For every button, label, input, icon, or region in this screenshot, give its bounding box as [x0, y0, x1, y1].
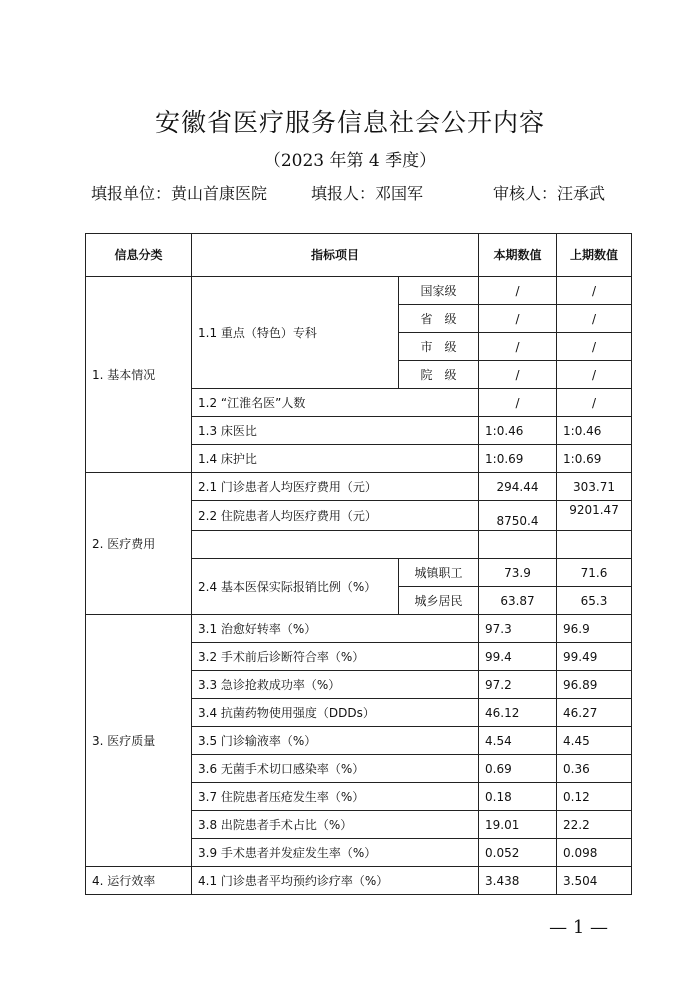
current-value: 1:0.46 [479, 417, 557, 445]
indicator-label: 3.2 手术前后诊断符合率（%） [192, 643, 479, 671]
specialty-level: 院 级 [399, 361, 479, 389]
previous-value: / [557, 277, 632, 305]
current-value: 99.4 [479, 643, 557, 671]
current-value: 1:0.69 [479, 445, 557, 473]
info-table [85, 233, 632, 895]
reviewer-name: 审核人：汪承武 [493, 184, 606, 203]
indicator-label: 1.4 床护比 [192, 445, 479, 473]
indicator-label: 1.2 “江淮名医”人数 [192, 389, 479, 417]
previous-value: 96.89 [557, 671, 632, 699]
table-header-row [86, 234, 632, 277]
indicator-label: 2.1 门诊患者人均医疗费用（元） [192, 473, 479, 501]
previous-value: 46.27 [557, 699, 632, 727]
table-row [86, 277, 632, 305]
indicator-label: 1.1 重点（特色）专科 [192, 277, 399, 389]
indicator-label: 2.2 住院患者人均医疗费用（元） [192, 501, 479, 531]
current-value: 4.54 [479, 727, 557, 755]
indicator-label: 3.7 住院患者压疮发生率（%） [192, 783, 479, 811]
page-number: — 1 — [549, 917, 608, 938]
insurance-type: 城乡居民 [399, 587, 479, 615]
current-value: 294.44 [479, 473, 557, 501]
current-value: 0.69 [479, 755, 557, 783]
current-value: 19.01 [479, 811, 557, 839]
table-row [86, 867, 632, 895]
indicator-label: 1.3 床医比 [192, 417, 479, 445]
header-category: 信息分类 [86, 234, 192, 277]
category-basic: 1. 基本情况 [86, 277, 192, 473]
document-subtitle: （2023 年第 4 季度） [263, 151, 437, 171]
filler-name: 填报人：邓国军 [311, 184, 424, 203]
previous-value: 1:0.46 [557, 417, 632, 445]
table-row [86, 615, 632, 643]
empty-cell [192, 531, 479, 559]
indicator-label: 4.1 门诊患者平均预约诊疗率（%） [192, 867, 479, 895]
previous-value: 303.71 [557, 473, 632, 501]
category-efficiency: 4. 运行效率 [86, 867, 192, 895]
specialty-level: 省 级 [399, 305, 479, 333]
previous-value: 1:0.69 [557, 445, 632, 473]
category-quality: 3. 医疗质量 [86, 615, 192, 867]
current-value: / [479, 389, 557, 417]
empty-cell [557, 531, 632, 559]
current-value: 8750.4 [479, 501, 557, 531]
previous-value: / [557, 361, 632, 389]
previous-value: 9201.47 [557, 501, 632, 531]
header-current: 本期数值 [479, 234, 557, 277]
category-cost: 2. 医疗费用 [86, 473, 192, 615]
current-value: / [479, 333, 557, 361]
indicator-label: 3.8 出院患者手术占比（%） [192, 811, 479, 839]
previous-value: 96.9 [557, 615, 632, 643]
indicator-label: 3.5 门诊输液率（%） [192, 727, 479, 755]
current-value: / [479, 305, 557, 333]
previous-value: / [557, 389, 632, 417]
indicator-label: 3.4 抗菌药物使用强度（DDDs） [192, 699, 479, 727]
empty-cell [479, 531, 557, 559]
previous-value: 0.36 [557, 755, 632, 783]
document-title: 安徽省医疗服务信息社会公开内容 [154, 108, 545, 137]
previous-value: 4.45 [557, 727, 632, 755]
previous-value: 0.098 [557, 839, 632, 867]
indicator-label: 3.1 治愈好转率（%） [192, 615, 479, 643]
indicator-label: 3.3 急诊抢救成功率（%） [192, 671, 479, 699]
previous-value: 65.3 [557, 587, 632, 615]
indicator-label: 3.6 无菌手术切口感染率（%） [192, 755, 479, 783]
previous-value: 3.504 [557, 867, 632, 895]
current-value: / [479, 277, 557, 305]
reporting-unit: 填报单位：黄山首康医院 [91, 184, 268, 203]
current-value: 63.87 [479, 587, 557, 615]
previous-value: / [557, 333, 632, 361]
indicator-label: 2.4 基本医保实际报销比例（%） [192, 559, 399, 615]
previous-value: 71.6 [557, 559, 632, 587]
previous-value: 99.49 [557, 643, 632, 671]
current-value: / [479, 361, 557, 389]
header-previous: 上期数值 [557, 234, 632, 277]
indicator-label: 3.9 手术患者并发症发生率（%） [192, 839, 479, 867]
current-value: 46.12 [479, 699, 557, 727]
current-value: 0.18 [479, 783, 557, 811]
current-value: 3.438 [479, 867, 557, 895]
previous-value: / [557, 305, 632, 333]
table-row [86, 473, 632, 501]
specialty-level: 国家级 [399, 277, 479, 305]
insurance-type: 城镇职工 [399, 559, 479, 587]
header-indicator: 指标项目 [192, 234, 479, 277]
current-value: 97.2 [479, 671, 557, 699]
current-value: 97.3 [479, 615, 557, 643]
current-value: 73.9 [479, 559, 557, 587]
specialty-level: 市 级 [399, 333, 479, 361]
current-value: 0.052 [479, 839, 557, 867]
previous-value: 22.2 [557, 811, 632, 839]
previous-value: 0.12 [557, 783, 632, 811]
